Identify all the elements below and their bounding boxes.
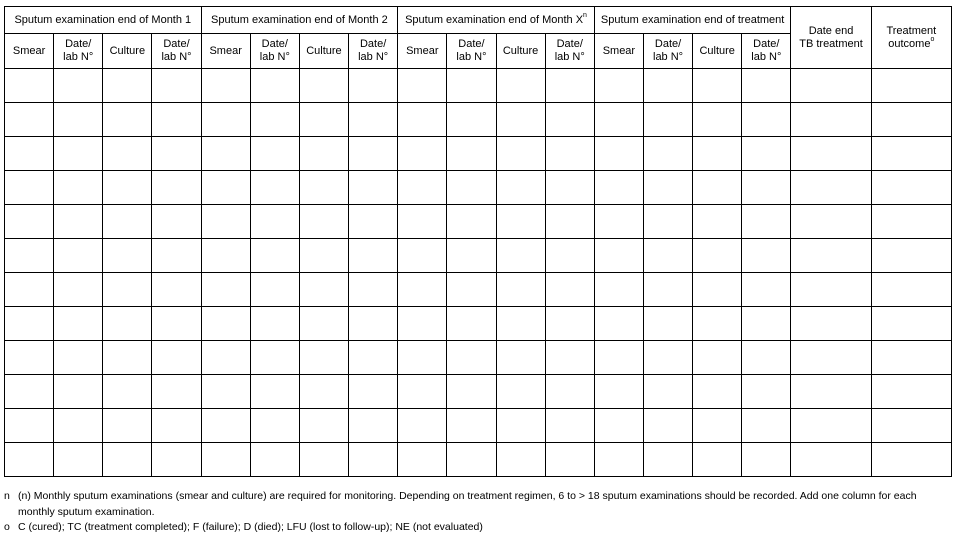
- table-cell[interactable]: [643, 239, 692, 273]
- table-cell[interactable]: [250, 341, 299, 375]
- treatment-outcome-header: Treatment outcome$^o$: [871, 7, 951, 69]
- table-cell[interactable]: [447, 307, 496, 341]
- table-cell[interactable]: [398, 239, 447, 273]
- table-cell[interactable]: [201, 409, 250, 443]
- footnote-ref-o: o: [930, 35, 935, 43]
- table-cell[interactable]: [791, 137, 871, 171]
- table-cell[interactable]: [594, 103, 643, 137]
- table-cell[interactable]: [103, 69, 152, 103]
- table-cell[interactable]: [54, 137, 103, 171]
- date-lab-number-header: Date/ lab N°: [152, 34, 201, 69]
- table-cell[interactable]: [5, 171, 54, 205]
- table-cell[interactable]: [103, 341, 152, 375]
- table-cell[interactable]: [643, 103, 692, 137]
- table-cell[interactable]: [871, 273, 951, 307]
- table-cell[interactable]: [643, 443, 692, 477]
- table-cell[interactable]: [496, 171, 545, 205]
- table-cell[interactable]: [693, 103, 742, 137]
- table-cell[interactable]: [594, 341, 643, 375]
- table-cell[interactable]: [103, 137, 152, 171]
- table-cell[interactable]: [5, 273, 54, 307]
- table-cell[interactable]: [5, 443, 54, 477]
- table-cell[interactable]: [791, 205, 871, 239]
- table-cell[interactable]: [5, 239, 54, 273]
- table-cell[interactable]: [250, 443, 299, 477]
- table-cell[interactable]: [742, 103, 791, 137]
- smear-header: Smear: [398, 34, 447, 69]
- table-cell[interactable]: [349, 409, 398, 443]
- table-cell[interactable]: [791, 69, 871, 103]
- table-cell[interactable]: [201, 375, 250, 409]
- smear-header: Smear: [5, 34, 54, 69]
- table-cell[interactable]: [201, 273, 250, 307]
- group-header-month-1: Sputum examination end of Month 1: [5, 7, 202, 34]
- table-cell[interactable]: [742, 409, 791, 443]
- table-cell[interactable]: [201, 239, 250, 273]
- table-cell[interactable]: [594, 409, 643, 443]
- table-cell[interactable]: [250, 239, 299, 273]
- table-cell[interactable]: [250, 171, 299, 205]
- table-cell[interactable]: [447, 69, 496, 103]
- table-cell[interactable]: [152, 137, 201, 171]
- table-cell[interactable]: [496, 205, 545, 239]
- table-row: [5, 409, 952, 443]
- table-cell[interactable]: [496, 409, 545, 443]
- table-cell[interactable]: [398, 103, 447, 137]
- table-cell[interactable]: [594, 239, 643, 273]
- table-cell[interactable]: [250, 307, 299, 341]
- table-cell[interactable]: [545, 443, 594, 477]
- table-cell[interactable]: [398, 171, 447, 205]
- smear-header: Smear: [201, 34, 250, 69]
- table-cell[interactable]: [594, 171, 643, 205]
- table-cell[interactable]: [545, 103, 594, 137]
- table-cell[interactable]: [103, 239, 152, 273]
- group-header-end-of-treatment: Sputum examination end of treatment: [594, 7, 791, 34]
- table-cell[interactable]: [398, 273, 447, 307]
- table-cell[interactable]: [201, 205, 250, 239]
- table-cell[interactable]: [349, 69, 398, 103]
- table-cell[interactable]: [250, 103, 299, 137]
- table-cell[interactable]: [545, 205, 594, 239]
- table-cell[interactable]: [103, 375, 152, 409]
- table-cell[interactable]: [447, 137, 496, 171]
- table-cell[interactable]: [594, 69, 643, 103]
- table-cell[interactable]: [103, 307, 152, 341]
- table-cell[interactable]: [152, 409, 201, 443]
- table-cell[interactable]: [447, 171, 496, 205]
- table-cell[interactable]: [643, 409, 692, 443]
- footnote-n: n (n) Monthly sputum examinations (smear and culture) are required for monitoring. Depending on treatment regimen, 6 to > 18 sputum examinations should be recorded. Add one column for each monthly sputum examination.: [4, 490, 917, 518]
- table-cell[interactable]: [152, 69, 201, 103]
- table-cell[interactable]: [349, 137, 398, 171]
- table-row: [5, 443, 952, 477]
- table-cell[interactable]: [299, 205, 348, 239]
- treatment-register-table: [4, 6, 952, 477]
- table-cell[interactable]: [54, 273, 103, 307]
- table-cell[interactable]: [349, 205, 398, 239]
- table-cell[interactable]: [594, 443, 643, 477]
- table-cell[interactable]: [398, 137, 447, 171]
- table-cell[interactable]: [742, 273, 791, 307]
- date-lab-number-header: Date/ lab N°: [742, 34, 791, 69]
- table-cell[interactable]: [299, 307, 348, 341]
- table-cell[interactable]: [693, 69, 742, 103]
- table-cell[interactable]: [152, 341, 201, 375]
- table-row: [5, 375, 952, 409]
- table-cell[interactable]: [152, 103, 201, 137]
- table-cell[interactable]: [299, 409, 348, 443]
- table-cell[interactable]: [594, 307, 643, 341]
- table-cell[interactable]: [643, 307, 692, 341]
- table-cell[interactable]: [693, 137, 742, 171]
- table-cell[interactable]: [103, 205, 152, 239]
- table-cell[interactable]: [398, 375, 447, 409]
- table-cell[interactable]: [871, 307, 951, 341]
- table-cell[interactable]: [742, 69, 791, 103]
- table-cell[interactable]: [201, 103, 250, 137]
- table-cell[interactable]: [742, 205, 791, 239]
- table-cell[interactable]: [349, 375, 398, 409]
- date-lab-number-header: Date/ lab N°: [643, 34, 692, 69]
- table-row: [5, 205, 952, 239]
- table-cell[interactable]: [349, 273, 398, 307]
- table-cell[interactable]: [5, 205, 54, 239]
- date-lab-number-header: Date/ lab N°: [545, 34, 594, 69]
- table-cell[interactable]: [201, 341, 250, 375]
- table-cell[interactable]: [742, 171, 791, 205]
- table-cell[interactable]: [152, 171, 201, 205]
- table-cell[interactable]: [742, 375, 791, 409]
- table-cell[interactable]: [871, 137, 951, 171]
- table-cell[interactable]: [791, 239, 871, 273]
- table-cell[interactable]: [5, 341, 54, 375]
- table-body: [5, 69, 952, 477]
- table-cell[interactable]: [871, 375, 951, 409]
- table-cell[interactable]: [871, 205, 951, 239]
- table-cell[interactable]: [496, 239, 545, 273]
- date-lab-number-header: Date/ lab N°: [54, 34, 103, 69]
- table-cell[interactable]: [5, 409, 54, 443]
- table-cell[interactable]: [693, 375, 742, 409]
- table-cell[interactable]: [299, 239, 348, 273]
- table-cell[interactable]: [742, 239, 791, 273]
- table-cell[interactable]: [545, 171, 594, 205]
- table-cell[interactable]: [103, 443, 152, 477]
- table-cell[interactable]: [103, 273, 152, 307]
- table-cell[interactable]: [447, 409, 496, 443]
- table-cell[interactable]: [693, 409, 742, 443]
- table-cell[interactable]: [791, 103, 871, 137]
- table-cell[interactable]: [643, 273, 692, 307]
- table-cell[interactable]: [643, 137, 692, 171]
- table-cell[interactable]: [349, 307, 398, 341]
- group-header-month-2: Sputum examination end of Month 2: [201, 7, 398, 34]
- table-cell[interactable]: [791, 443, 871, 477]
- table-cell[interactable]: [152, 273, 201, 307]
- table-cell[interactable]: [299, 171, 348, 205]
- table-cell[interactable]: [299, 375, 348, 409]
- table-cell[interactable]: [54, 307, 103, 341]
- table-cell[interactable]: [201, 171, 250, 205]
- table-cell[interactable]: [349, 171, 398, 205]
- table-cell[interactable]: [496, 341, 545, 375]
- table-cell[interactable]: [545, 409, 594, 443]
- table-cell[interactable]: [447, 341, 496, 375]
- smear-header: Smear: [594, 34, 643, 69]
- table-row: [5, 307, 952, 341]
- group-header-month-x: Sputum examination end of Month $X^n$: [398, 7, 595, 34]
- table-cell[interactable]: [398, 307, 447, 341]
- table-cell[interactable]: [693, 239, 742, 273]
- footnote-ref-n: n: [583, 11, 587, 19]
- table-cell[interactable]: [54, 205, 103, 239]
- table-cell[interactable]: [54, 239, 103, 273]
- table-cell[interactable]: [496, 69, 545, 103]
- table-cell[interactable]: [545, 273, 594, 307]
- table-cell[interactable]: [103, 103, 152, 137]
- table-cell[interactable]: [152, 205, 201, 239]
- table-cell[interactable]: [693, 307, 742, 341]
- table-cell[interactable]: [103, 171, 152, 205]
- table-cell[interactable]: [54, 171, 103, 205]
- table-cell[interactable]: [496, 103, 545, 137]
- table-cell[interactable]: [791, 273, 871, 307]
- table-cell[interactable]: [742, 307, 791, 341]
- date-end-tb-treatment-header: Date end TB treatment: [791, 7, 871, 69]
- table-cell[interactable]: [496, 443, 545, 477]
- table-cell[interactable]: [5, 103, 54, 137]
- table-cell[interactable]: [496, 273, 545, 307]
- table-cell[interactable]: [545, 375, 594, 409]
- table-cell[interactable]: [54, 409, 103, 443]
- table-cell[interactable]: [871, 341, 951, 375]
- table-cell[interactable]: [545, 307, 594, 341]
- table-cell[interactable]: [54, 103, 103, 137]
- table-cell[interactable]: [349, 103, 398, 137]
- table-cell[interactable]: [791, 307, 871, 341]
- table-cell[interactable]: [693, 171, 742, 205]
- table-cell[interactable]: [398, 341, 447, 375]
- table-cell[interactable]: [201, 137, 250, 171]
- table-cell[interactable]: [5, 69, 54, 103]
- table-cell[interactable]: [201, 69, 250, 103]
- table-cell[interactable]: [871, 69, 951, 103]
- date-lab-number-header: Date/ lab N°: [447, 34, 496, 69]
- table-cell[interactable]: [250, 375, 299, 409]
- table-cell[interactable]: [398, 409, 447, 443]
- table-cell[interactable]: [693, 341, 742, 375]
- table-cell[interactable]: [54, 341, 103, 375]
- table-cell[interactable]: [250, 205, 299, 239]
- date-lab-number-header: Date/ lab N°: [250, 34, 299, 69]
- table-row: [5, 171, 952, 205]
- table-cell[interactable]: [447, 103, 496, 137]
- table-cell[interactable]: [594, 205, 643, 239]
- footnotes: [4, 489, 954, 536]
- group-header-row: [5, 7, 952, 34]
- table-row: [5, 103, 952, 137]
- table-cell[interactable]: [447, 239, 496, 273]
- table-cell[interactable]: [398, 443, 447, 477]
- table-cell[interactable]: [299, 273, 348, 307]
- table-cell[interactable]: [496, 137, 545, 171]
- table-cell[interactable]: [250, 409, 299, 443]
- table-cell[interactable]: [299, 443, 348, 477]
- table-cell[interactable]: [643, 375, 692, 409]
- table-cell[interactable]: [594, 273, 643, 307]
- table-cell[interactable]: [545, 69, 594, 103]
- table-row: [5, 137, 952, 171]
- table-cell[interactable]: [54, 375, 103, 409]
- table-cell[interactable]: [152, 307, 201, 341]
- table-cell[interactable]: [54, 443, 103, 477]
- table-cell[interactable]: [791, 171, 871, 205]
- table-cell[interactable]: [152, 443, 201, 477]
- table-cell[interactable]: [250, 69, 299, 103]
- table-cell[interactable]: [742, 443, 791, 477]
- table-cell[interactable]: [693, 443, 742, 477]
- table-cell[interactable]: [299, 341, 348, 375]
- table-cell[interactable]: [5, 307, 54, 341]
- table-cell[interactable]: [299, 137, 348, 171]
- table-cell[interactable]: [447, 375, 496, 409]
- culture-header: Culture: [299, 34, 348, 69]
- table-cell[interactable]: [742, 341, 791, 375]
- table-cell[interactable]: [496, 375, 545, 409]
- table-row: [5, 273, 952, 307]
- culture-header: Culture: [103, 34, 152, 69]
- table-cell[interactable]: [693, 205, 742, 239]
- table-cell[interactable]: [250, 137, 299, 171]
- table-cell[interactable]: [594, 375, 643, 409]
- table-cell[interactable]: [693, 273, 742, 307]
- table-cell[interactable]: [447, 273, 496, 307]
- footnote-o: o C (cured); TC (treatment completed); F (failure); D (died); LFU (lost to follow-up); NE (not evaluated): [4, 521, 483, 533]
- table-cell[interactable]: [103, 409, 152, 443]
- table-row: [5, 239, 952, 273]
- table-cell[interactable]: [545, 239, 594, 273]
- table-cell[interactable]: [643, 69, 692, 103]
- table-cell[interactable]: [791, 341, 871, 375]
- table-cell[interactable]: [349, 239, 398, 273]
- table-cell[interactable]: [871, 443, 951, 477]
- table-cell[interactable]: [545, 137, 594, 171]
- table-cell[interactable]: [742, 137, 791, 171]
- table-cell[interactable]: [643, 171, 692, 205]
- culture-header: Culture: [693, 34, 742, 69]
- table-cell[interactable]: [152, 375, 201, 409]
- table-cell[interactable]: [250, 273, 299, 307]
- table-cell[interactable]: [5, 137, 54, 171]
- culture-header: Culture: [496, 34, 545, 69]
- date-lab-number-header: Date/ lab N°: [349, 34, 398, 69]
- table-cell[interactable]: [545, 341, 594, 375]
- table-cell[interactable]: [201, 443, 250, 477]
- table-cell[interactable]: [791, 375, 871, 409]
- table-row: [5, 69, 952, 103]
- table-cell[interactable]: [871, 103, 951, 137]
- table-cell[interactable]: [871, 239, 951, 273]
- table-cell[interactable]: [152, 239, 201, 273]
- table-cell[interactable]: [299, 103, 348, 137]
- table-cell[interactable]: [447, 443, 496, 477]
- table-cell[interactable]: [643, 341, 692, 375]
- table-cell[interactable]: [594, 137, 643, 171]
- table-cell[interactable]: [496, 307, 545, 341]
- table-cell[interactable]: [299, 69, 348, 103]
- table-cell[interactable]: [791, 409, 871, 443]
- table-cell[interactable]: [54, 69, 103, 103]
- table-row: [5, 341, 952, 375]
- table-cell[interactable]: [349, 341, 398, 375]
- table-cell[interactable]: [398, 205, 447, 239]
- table-cell[interactable]: [871, 409, 951, 443]
- table-cell[interactable]: [5, 375, 54, 409]
- table-cell[interactable]: [447, 205, 496, 239]
- table-cell[interactable]: [643, 205, 692, 239]
- table-cell[interactable]: [349, 443, 398, 477]
- table-cell[interactable]: [398, 69, 447, 103]
- table-cell[interactable]: [201, 307, 250, 341]
- table-cell[interactable]: [871, 171, 951, 205]
